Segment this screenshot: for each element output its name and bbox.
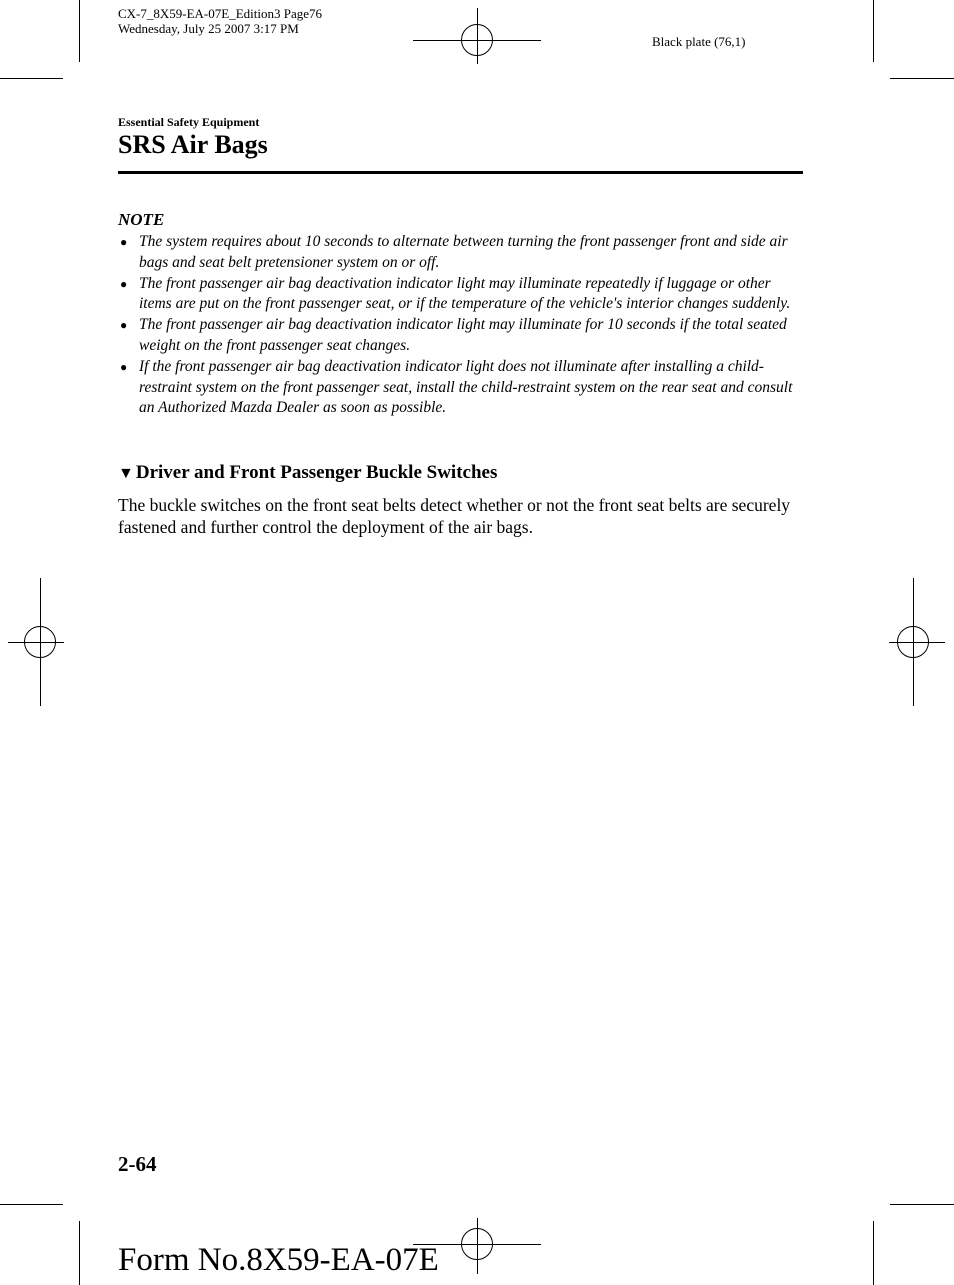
bullet-icon: ●	[120, 276, 128, 291]
note-item-text: The system requires about 10 seconds to alternate between turning the front passenger front and side air bags and seat belt pretensioner system on or off.	[139, 233, 788, 271]
form-number: Form No.8X59-EA-07E	[118, 1242, 439, 1278]
registration-mark-left-circle	[24, 626, 56, 658]
bullet-icon: ●	[120, 235, 128, 249]
note-list	[118, 232, 803, 419]
note-item	[118, 315, 803, 357]
registration-mark-top-circle	[461, 24, 493, 56]
section-label: Essential Safety Equipment	[118, 115, 260, 129]
crop-mark-top-left-v	[79, 0, 80, 62]
title-rule	[118, 171, 803, 174]
page-title: SRS Air Bags	[118, 130, 268, 159]
note-item-text: If the front passenger air bag deactivation indicator light does not illuminate after installing a child-restraint system on the front passenger seat, install the child-restraint system on the rear seat and consult an Authorized Mazda Dealer as soon as possible.	[139, 357, 793, 417]
crop-mark-top-left-h	[0, 78, 63, 79]
note-item-text: The front passenger air bag deactivation indicator light may illuminate for 10 seconds if the total seated weight on the front passenger seat changes.	[139, 316, 787, 354]
print-metadata	[118, 6, 322, 36]
crop-mark-bottom-right-h	[890, 1204, 954, 1205]
crop-mark-bottom-right-v	[873, 1221, 874, 1285]
plate-label: Black plate (76,1)	[652, 34, 746, 49]
triangle-down-icon: ▼	[118, 465, 134, 482]
note-item	[118, 274, 803, 316]
note-heading: NOTE	[118, 210, 165, 229]
subsection-heading-text: Driver and Front Passenger Buckle Switches	[135, 462, 498, 483]
registration-mark-bottom-circle	[461, 1228, 493, 1260]
page-number: 2-64	[118, 1152, 157, 1176]
date-line: Wednesday, July 25 2007 3:17 PM	[118, 21, 299, 36]
bullet-icon: ●	[120, 359, 128, 374]
subsection-heading	[118, 461, 497, 486]
crop-mark-top-right-h	[890, 78, 954, 79]
file-line: CX-7_8X59-EA-07E_Edition3 Page76	[118, 6, 323, 21]
bullet-icon: ●	[120, 318, 128, 333]
subsection-body: The buckle switches on the front seat belts detect whether or not the front seat belts are securely fastened and further control the deployment of the air bags.	[118, 495, 791, 537]
crop-mark-bottom-left-h	[0, 1204, 63, 1205]
note-item	[118, 357, 803, 419]
registration-mark-right-circle	[897, 626, 929, 658]
crop-mark-top-right-v	[873, 0, 874, 62]
note-item-text: The front passenger air bag deactivation indicator light may illuminate repeatedly if luggage or other items are put on the front passenger seat, or if the temperature of the vehicle's interior changes suddenly.	[139, 274, 791, 313]
note-item	[118, 232, 803, 274]
crop-mark-bottom-left-v	[79, 1221, 80, 1285]
